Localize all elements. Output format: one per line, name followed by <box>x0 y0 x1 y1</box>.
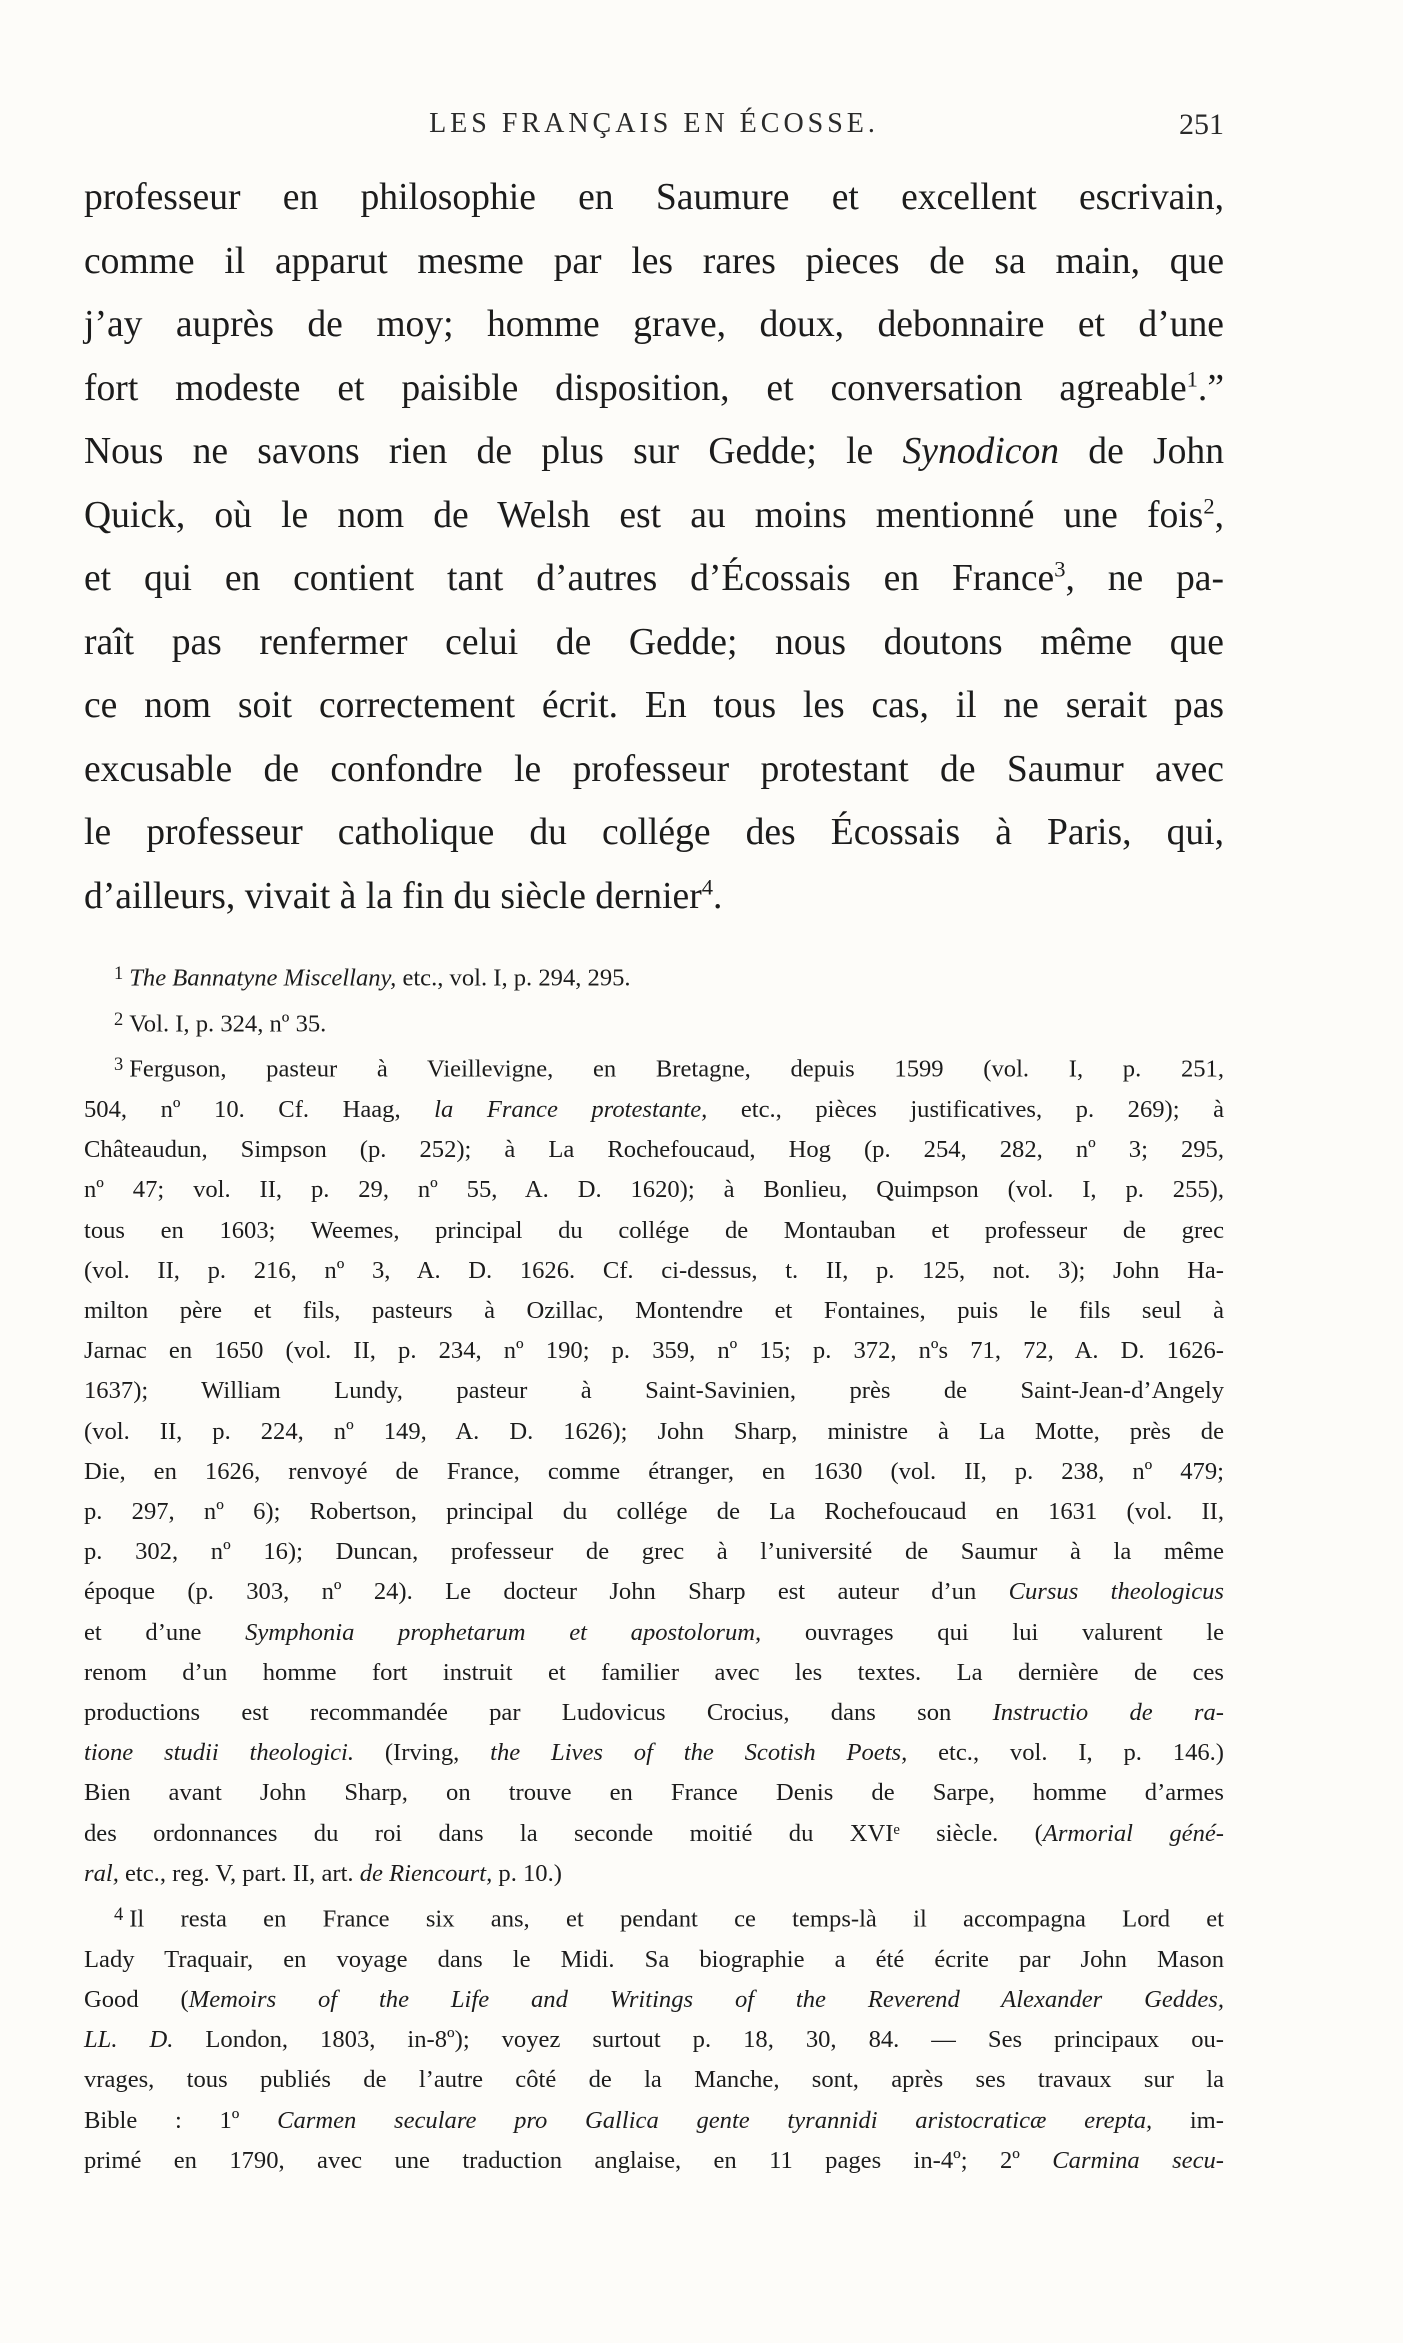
text-line: le professeur catholique du collége des Écossais à Paris, qui, <box>84 812 1224 853</box>
text-line: raît pas renfermer celui de Gedde; nous doutons même que <box>84 621 1224 663</box>
page-header <box>84 108 1224 148</box>
text-line: Quick, où le nom de Welsh est au moins mentionné une fois$^2$, <box>84 492 1224 536</box>
text-line: ce nom soit correctement écrit. En tous les cas, il ne serait pas <box>84 685 1224 726</box>
footnote-ref-4[interactable]: 4 <box>701 873 713 899</box>
footnote-1: $^1$ The Bannatyne Miscellany, etc., vol. I, p. 294, 295. <box>114 963 631 992</box>
running-title: LES FRANÇAIS EN ÉCOSSE. <box>429 108 879 139</box>
text-line: comme il apparut mesme par les rares pieces de sa main, que <box>84 240 1224 282</box>
italic-title: Synodicon <box>902 431 1060 472</box>
footnote-3: $^3$ Ferguson, pasteur à Vieillevigne, en Bretagne, depuis 1599 (vol. I, p. 251, 504, nº 10. Cf. Haag, la France protestante, etc., pièces justificatives, p. 269); à Châteaudun, Simpson (p. 252); à La Rochefoucaud, Hog (p. 254, 282, nº 3; 295, nº 47; vol. II, p. 29, nº 55, A. D. 1620); à Bonlieu, Quimpson (vol. I, p. 255), tous en 1603; Weemes, principal du collége de Montauban et professeur de grec (vol. II, p. 216, nº 3, A. D. 1626. Cf. ci-dessus, t. II, p. 125, not. 3); John Ha- milton père et fils, pasteurs à Ozillac, Montendre et Fontaines, puis le fils seul à Jarnac en 1650 (vol. II, p. 234, nº 190; p. 359, nº 15; p. 372, nºs 71, 72, A. D. 1626- 1637); William Lundy, pasteur à Saint-Savinien, près de Saint-Jean-d’Angely (vol. II, p. 224, nº 149, A. D. 1626); John Sharp, ministre à La Motte, près de Die, en 1626, renvoyé de France, comme étranger, en 1630 (vol. II, p. 238, nº 479; p. 297, nº 6); Robertson, principal du collége de La Rochefoucaud en 1631 (vol. II, p. 302, nº 16); Duncan, professeur de grec à l’université de Saumur à la même époque (p. 303, nº 24). Le docteur John Sharp est auteur d’un Cursus theologicus et d’une Symphonia prophetarum et apostolorum, ouvrages qui lui valurent le renom d’un homme fort instruit et familier avec les textes. La dernière de ces productions est recommandée par Ludovicus Crocius, dans son Instructio de ra- tione studii theologici. (Irving, the Lives of the Scotish Poets, etc., vol. I, p. 146.) Bien avant John Sharp, on trouve en France Denis de Sarpe, homme d’armes des ordonnances du roi dans la seconde moitié du XVIᵉ siècle. (Armorial géné- ral, etc., reg. V, part. II, art. de Riencourt, p. 10.) <box>84 1054 1225 1887</box>
footnote-number: 4 <box>114 1904 124 1925</box>
footnotes <box>84 953 1224 2181</box>
footnote-2: $^2$ Vol. I, p. 324, nº 35. <box>114 1008 327 1038</box>
text-line: et qui en contient tant d’autres d’Écossais en France$^3$, ne pa- <box>84 556 1224 599</box>
footnote-ref-1[interactable]: 1 <box>1186 365 1198 391</box>
text-line: professeur en philosophie en Saumure et excellent escrivain, <box>84 177 1224 218</box>
text-line: d’ailleurs, vivait à la fin du siècle dernier$^4$. <box>84 873 723 917</box>
footnote-number: 1 <box>114 963 124 983</box>
text-line: j’ay auprès de moy; homme grave, doux, debonnaire et d’une <box>84 304 1224 345</box>
footnote-number: 3 <box>114 1054 124 1075</box>
main-text <box>84 166 1224 928</box>
text-line: fort modeste et paisible disposition, et conversation agreable$^1$.” <box>84 365 1224 409</box>
footnote-ref-3[interactable]: 3 <box>1054 556 1066 582</box>
footnote-ref-2[interactable]: 2 <box>1203 492 1215 518</box>
footnote-number: 2 <box>114 1008 124 1029</box>
page-number: 251 <box>1179 108 1224 141</box>
text-line: Nous ne savons rien de plus sur Gedde; le Synodicon de John <box>84 431 1225 472</box>
text-line: excusable de confondre le professeur protestant de Saumur avec <box>84 748 1224 790</box>
footnote-4: $^4$ Il resta en France six ans, et pendant ce temps-là il accompagna Lord et Lady Traquair, en voyage dans le Midi. Sa biographie a été écrite par John Mason Good (Memoirs of the Life and Writings of the Reverend Alexander Geddes, LL. D. London, 1803, in-8º); voyez surtout p. 18, 30, 84. — Ses principaux ou- vrages, tous publiés de l’autre côté de la Manche, sont, après ses travaux sur la Bible : 1º Carmen seculare pro Gallica gente tyrannidi aristocraticæ erepta, im- primé en 1790, avec une traduction anglaise, en 11 pages in-4º; 2º Carmina secu- <box>84 1904 1224 2174</box>
